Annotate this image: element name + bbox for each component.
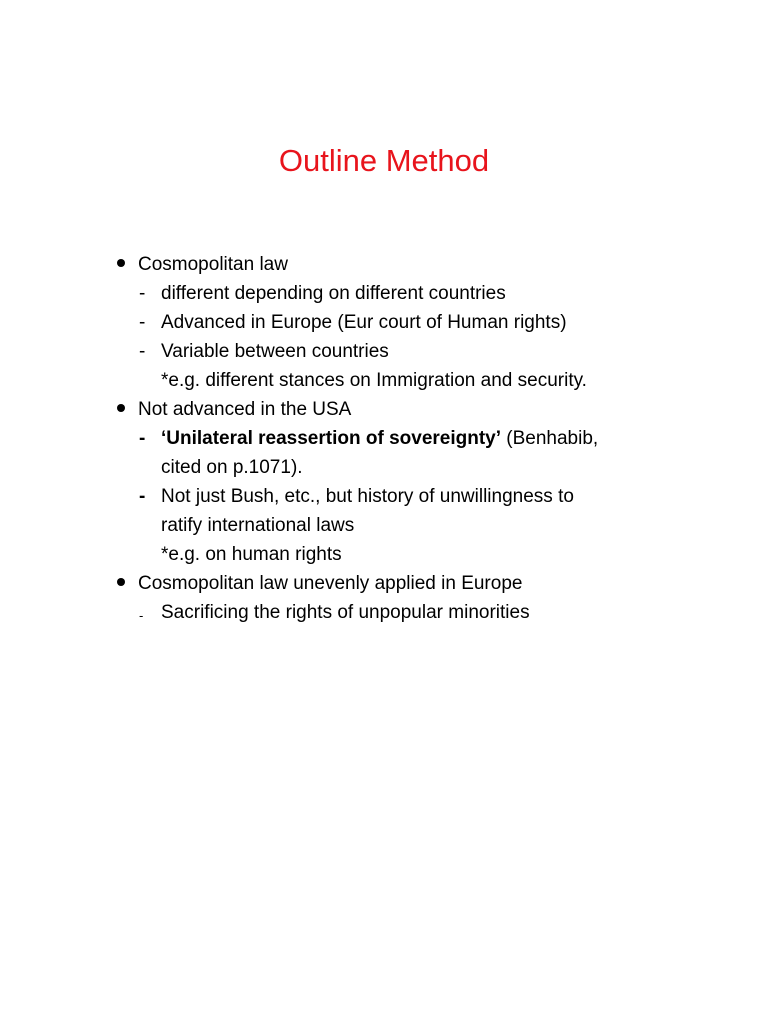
- list-item: [0, 395, 768, 424]
- dash-marker: -: [139, 283, 146, 304]
- sub-item: [0, 482, 768, 511]
- sub-item-text: ratify international laws: [161, 515, 355, 536]
- bullet-icon: [115, 250, 127, 279]
- list-item-text: Not advanced in the USA: [138, 399, 352, 420]
- bullet-icon: [115, 569, 127, 598]
- sub-item: [0, 424, 768, 453]
- sub-item-text: *e.g. on human rights: [161, 544, 342, 565]
- quote-text: ‘Unilateral reassertion of sovereignty’: [161, 428, 502, 449]
- sub-item: [0, 308, 768, 337]
- sub-item: [0, 598, 768, 627]
- sub-item-text: Sacrificing the rights of unpopular minorities: [161, 602, 530, 623]
- sub-item-text: Not just Bush, etc., but history of unwillingness to: [161, 486, 574, 507]
- citation-text: (Benhabib,: [501, 428, 599, 449]
- sub-item: [0, 337, 768, 366]
- dash-marker: -: [139, 486, 146, 507]
- sub-item-continuation: [0, 366, 768, 395]
- page-title: Outline Method: [278, 143, 490, 178]
- dash-marker: -: [139, 608, 144, 623]
- sub-item-continuation: [0, 540, 768, 569]
- dash-marker: -: [139, 341, 146, 362]
- sub-item-text: *e.g. different stances on Immigration and security.: [161, 370, 587, 391]
- bullet-icon: [115, 395, 127, 424]
- sub-item-continuation: [0, 511, 768, 540]
- sub-item: [0, 279, 768, 308]
- sub-item-continuation: [0, 453, 768, 482]
- sub-item-text: different depending on different countries: [161, 283, 506, 304]
- list-item: [0, 250, 768, 279]
- sub-item-text: cited on p.1071).: [161, 457, 303, 478]
- sub-item-text: Advanced in Europe (Eur court of Human rights): [161, 312, 567, 333]
- list-item-text: Cosmopolitan law: [138, 254, 288, 275]
- dash-marker: -: [139, 312, 146, 333]
- dash-marker: -: [139, 428, 146, 449]
- list-item: [0, 569, 768, 598]
- sub-item-text: Variable between countries: [161, 341, 389, 362]
- list-item-text: Cosmopolitan law unevenly applied in Europe: [138, 573, 523, 594]
- sub-item-text: [161, 424, 598, 453]
- outline-list: [0, 250, 768, 627]
